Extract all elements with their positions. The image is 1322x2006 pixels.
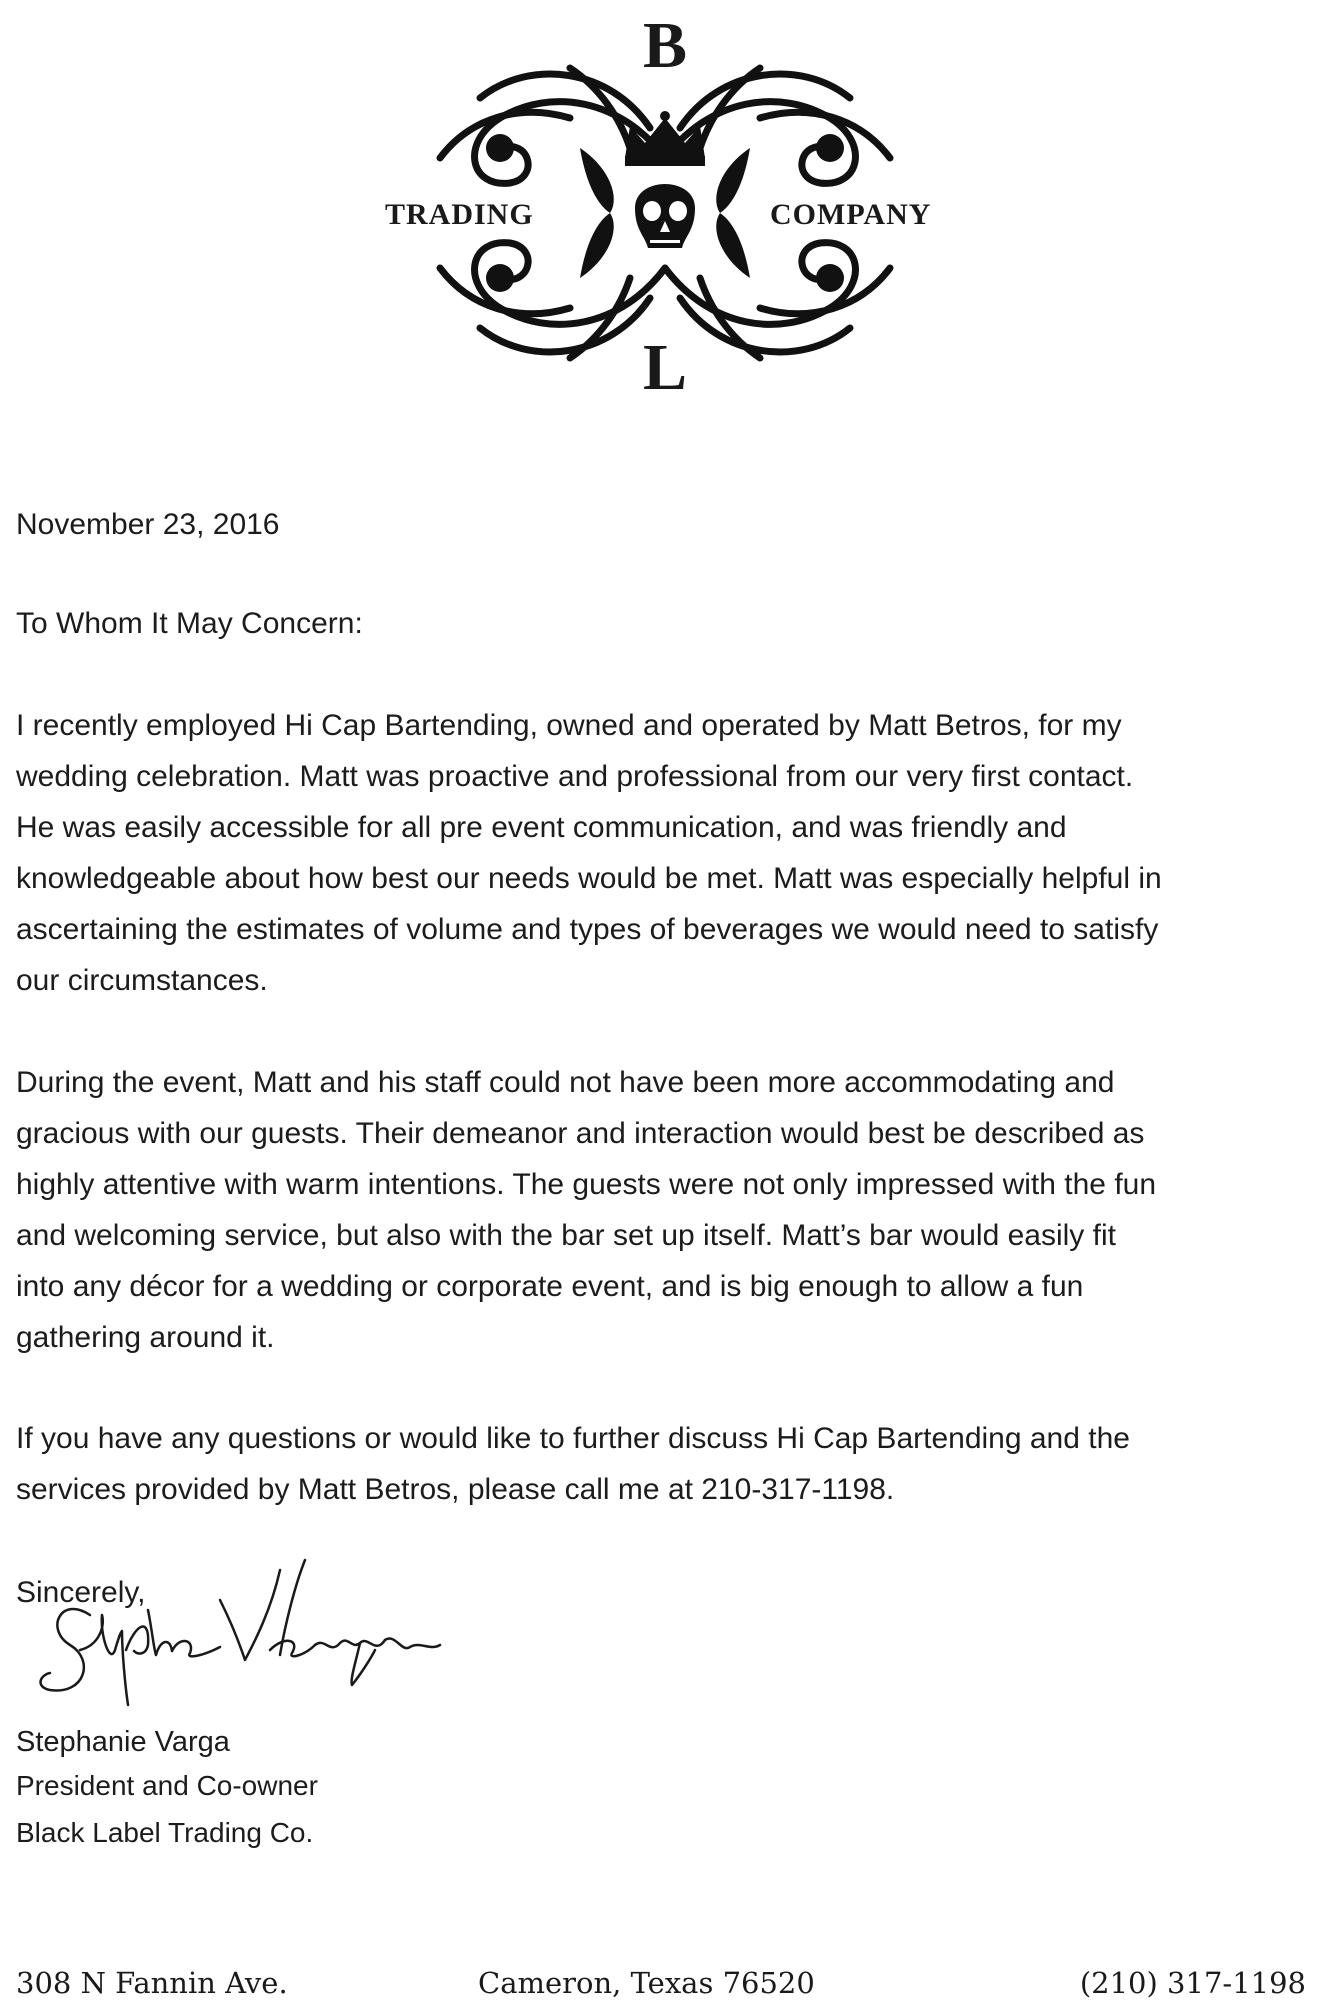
paragraph-1 xyxy=(16,700,1316,1006)
paragraph-line: highly attentive with warm intentions. The guests were not only impressed with the fun xyxy=(16,1168,1157,1201)
logo-letter-b: B xyxy=(642,9,688,82)
paragraph-line: ascertaining the estimates of volume and types of beverages we would need to satisfy xyxy=(16,913,1159,946)
paragraph-line: knowledgeable about how best our needs would be met. Matt was especially helpful in xyxy=(16,862,1162,895)
paragraph-line: services provided by Matt Betros, please call me at 210-317-1198. xyxy=(16,1473,895,1506)
footer-phone: (210) 317-1198 xyxy=(1079,1966,1306,2000)
paragraph-3 xyxy=(16,1413,1316,1515)
paragraph-line: our circumstances. xyxy=(16,964,268,997)
footer-address: 308 N Fannin Ave. xyxy=(16,1966,288,2000)
signer-company: Black Label Trading Co. xyxy=(16,1817,314,1848)
paragraph-line: and welcoming service, but also with the bar set up itself. Matt’s bar would easily fit xyxy=(16,1219,1116,1252)
paragraph-2 xyxy=(16,1057,1316,1363)
letter-salutation: To Whom It May Concern: xyxy=(16,607,363,640)
paragraph-line: wedding celebration. Matt was proactive and professional from our very first contact. xyxy=(16,760,1134,793)
paragraph-line: During the event, Matt and his staff could not have been more accommodating and xyxy=(16,1066,1115,1099)
handwritten-signature xyxy=(30,1555,460,1725)
letter-date: November 23, 2016 xyxy=(16,508,280,541)
company-logo xyxy=(380,8,950,423)
paragraph-line: gracious with our guests. Their demeanor and interaction would best be described as xyxy=(16,1117,1145,1150)
paragraph-line: He was easily accessible for all pre event communication, and was friendly and xyxy=(16,811,1067,844)
skull-icon xyxy=(635,184,695,248)
letter-closing: Sincerely, xyxy=(16,1576,146,1609)
footer-city: Cameron, Texas 76520 xyxy=(478,1966,815,2000)
paragraph-line: into any décor for a wedding or corporate event, and is big enough to allow a fun xyxy=(16,1270,1084,1303)
paragraph-line: gathering around it. xyxy=(16,1321,275,1354)
paragraph-line: I recently employed Hi Cap Bartending, owned and operated by Matt Betros, for my xyxy=(16,709,1122,742)
signer-name: Stephanie Varga xyxy=(16,1726,230,1758)
signer-title: President and Co-owner xyxy=(16,1770,318,1801)
letterhead-footer xyxy=(16,1966,1306,2006)
crown-icon xyxy=(625,111,705,166)
paragraph-line: If you have any questions or would like to further discuss Hi Cap Bartending and the xyxy=(16,1422,1130,1455)
logo-letter-l: L xyxy=(642,331,688,404)
logo-word-trading: TRADING xyxy=(385,198,534,231)
logo-word-company: COMPANY xyxy=(770,198,932,231)
